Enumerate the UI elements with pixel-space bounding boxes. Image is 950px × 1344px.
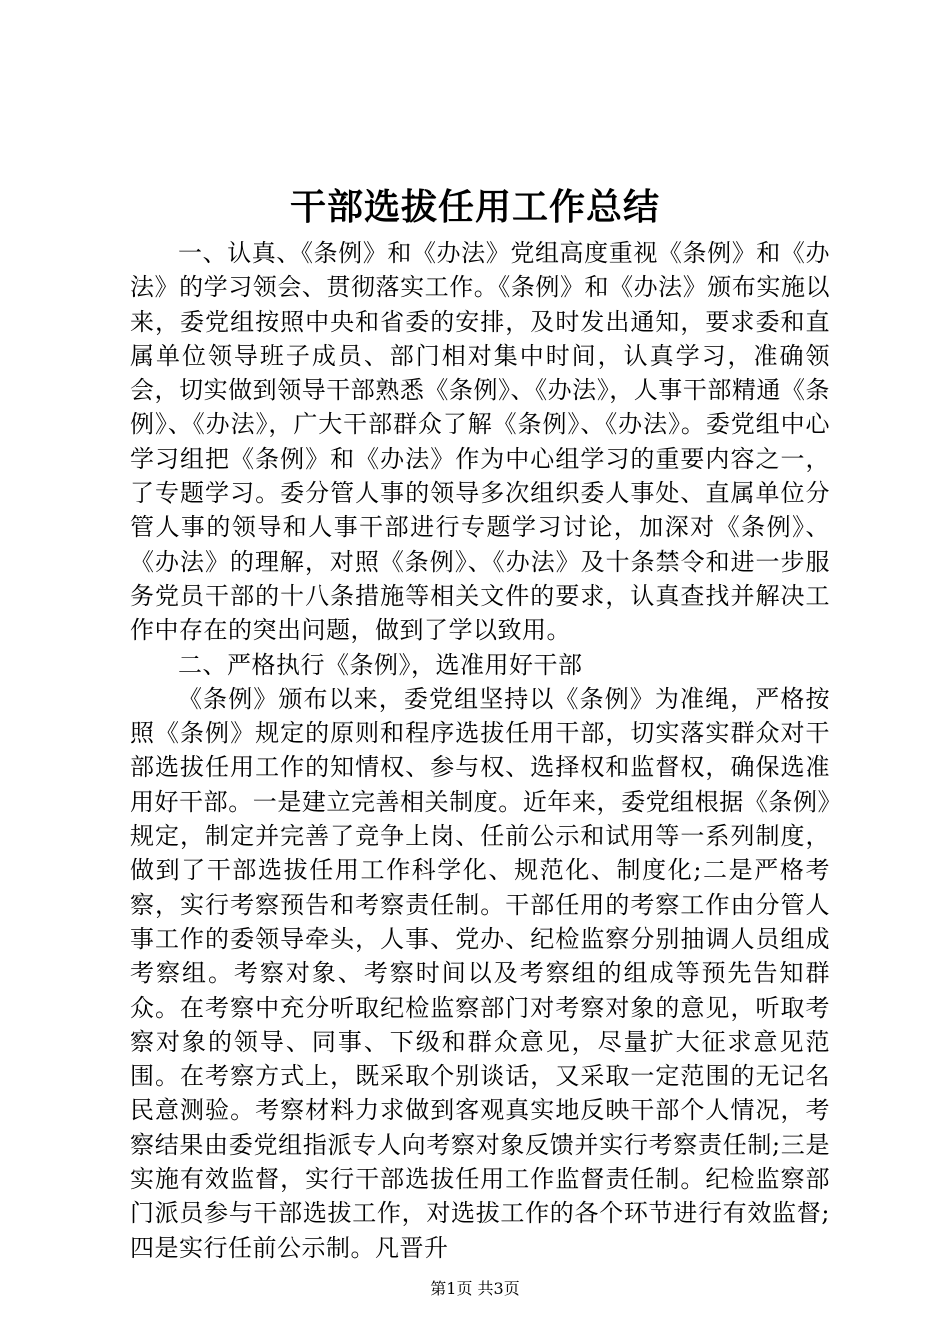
paragraph-2-heading: 二、严格执行《条例》，选准用好干部 bbox=[178, 650, 583, 679]
document-title: 干部选拔任用工作总结 bbox=[289, 187, 660, 228]
paragraph-3: 《条例》颁布以来，委党组坚持以《条例》为准绳，严格按照《条例》规定的原则和程序选拔任用干部，切实落实群众对干部选拔任用工作的知情权、参与权、选择权和监督权，确保选准用好干部。一是建立完善相关制度。近年来，委党组根据《条例》规定，制定并完善了竞争上岗、任前公示和试用等一系列制度，做到了干部选拔任用工作科学化、规范化、制度化;二是严格考察，实行考察预告和考察责任制。干部任用的考察工作由分管人事工作的委领导牵头，人事、党办、纪检监察分别抽调人员组成考察组。考察对象、考察时间以及考察组的组成等预先告知群众。在考察中充分听取纪检监察部门对考察对象的意见，听取考察对象的领导、同事、下级和群众意见，尽量扩大征求意见范围。在考察方式上，既采取个别谈话，又采取一定范围的无记名民意测验。考察材料力求做到客观真实地反映干部个人情况，考察结果由委党组指派专人向考察对象反馈并实行考察责任制;三是实施有效监督，实行干部选拔任用工作监督责任制。纪检监察部门派员参与干部选拔工作，对选拔工作的各个环节进行有效监督;四是实行任前公示制。凡晋升 bbox=[130, 684, 830, 1262]
page-number: 第1页 共3页 bbox=[430, 1279, 520, 1298]
paragraph-1: 一、认真、《条例》和《办法》党组高度重视《条例》和《办法》的学习领会、贯彻落实工作。《条例》和《办法》颁布实施以来，委党组按照中央和省委的安排，及时发出通知，要求委和直属单位领导班子成员、部门相对集中时间，认真学习，准确领会，切实做到领导干部熟悉《条例》、《办法》，人事干部精通《条例》、《办法》，广大干部群众了解《条例》、《办法》。委党组中心学习组把《条例》和《办法》作为中心组学习的重要内容之一，了专题学习。委分管人事的领导多次组织委人事处、直属单位分管人事的领导和人事干部进行专题学习讨论，加深对《条例》、《办法》的理解，对照《条例》、《办法》及十条禁令和进一步服务党员干部的十八条措施等相关文件的要求，认真查找并解决工作中存在的突出问题，做到了学以致用。 bbox=[130, 239, 830, 645]
document-body bbox=[130, 236, 830, 1265]
